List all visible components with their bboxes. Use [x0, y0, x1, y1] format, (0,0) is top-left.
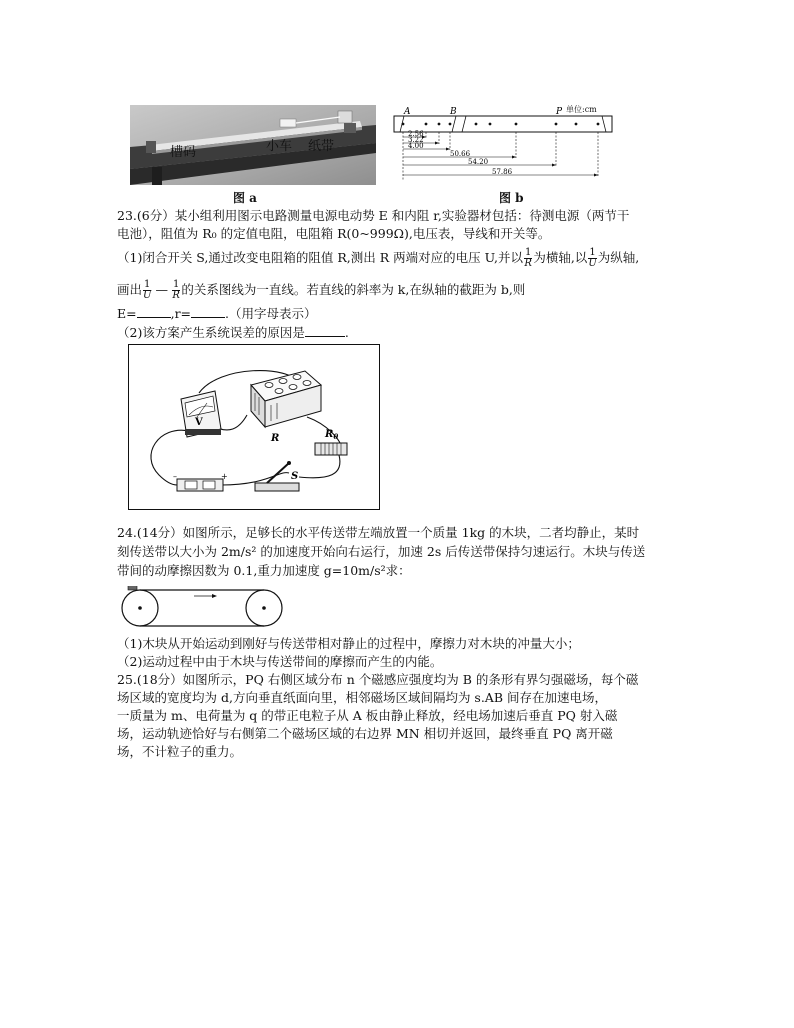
- fraction-1-over-u: $\frac{1}{U}$: [588, 247, 597, 269]
- measurement-5: 54.20: [468, 158, 489, 166]
- q23-line6: （2)该方案产生系统误差的原因是 .: [117, 325, 349, 340]
- circuit-figure: [128, 344, 380, 510]
- q25-line5: 场，不计粒子的重力。: [117, 744, 243, 759]
- q25-line1: 25.(18分）如图所示，PQ 右侧区域分布 n 个磁感应强度均为 B 的条形有界匀强磁场，每个磁: [117, 672, 639, 687]
- figure-b-tape: [392, 100, 618, 188]
- q24-line5: （2)运动过程中由于木块与传送带间的摩擦而产生的内能。: [117, 654, 443, 669]
- tape-unit: 单位:cm: [566, 105, 597, 114]
- fixed-resistor: [315, 429, 347, 455]
- q23-line6-text: （2)该方案产生系统误差的原因是: [117, 325, 305, 340]
- q23-line5: [117, 306, 317, 322]
- q23-line2: 电池），阻值为 R₀ 的定值电阻，电阻箱 R(0~999Ω),电压表，导线和开关等。: [117, 226, 551, 241]
- fraction-1-over-r-2: $\frac{1}{R}$: [172, 279, 180, 301]
- q23-line3-mid: 为横轴,以: [533, 250, 588, 265]
- measurement-6: 57.86: [492, 168, 513, 176]
- conveyor-diagram: [118, 586, 288, 630]
- q24-line2: 刻传送带以大小为 2m/s² 的加速度开始向右运行，加速 2s 后传送带保持匀速运行。木块与传送: [117, 544, 646, 559]
- q23-line4-pre: 画出: [117, 282, 143, 297]
- label-weight: 槽码: [170, 145, 197, 160]
- resistance-box: [251, 371, 321, 444]
- wire-left: [151, 430, 189, 485]
- q24-line4: （1)木块从开始运动到刚好与传送带相对静止的过程中，摩擦力对木块的冲量大小；: [117, 636, 580, 651]
- tape-point-a: A: [404, 107, 411, 117]
- q23-line1: 23.(6分）某小组利用图示电路测量电源电动势 E 和内阻 r,实验器材包括：待测电源（两节干: [117, 208, 630, 223]
- tape-point-p: P: [556, 107, 563, 117]
- measurement-4: 50.66: [450, 150, 471, 158]
- switch: [255, 461, 299, 491]
- q23-line4-post: 的关系图线为一直线。若直线的斜率为 k,在纵轴的截距为 b,则: [181, 282, 526, 297]
- fixed-resistor-label: $R_0$: [325, 429, 339, 441]
- switch-label: S: [291, 471, 299, 482]
- svg-text:+: +: [221, 472, 228, 481]
- q23-line3-pre: （1)闭合开关 S,通过改变电阻箱的阻值 R,测出 R 两端对应的电压 U,并以: [117, 250, 523, 265]
- q23-line4: [117, 278, 525, 302]
- q24-line1: 24.(14分）如图所示，足够长的水平传送带左端放置一个质量 1kg 的木块，二者均静止，某时: [117, 525, 640, 540]
- q25-line2: 场区域的宽度均为 d,方向垂直纸面向里，相邻磁场区域间隔均为 s.AB 间存在加速电场，: [117, 690, 607, 705]
- figure-a-caption: 图 a: [233, 191, 257, 205]
- q25-line3: 一质量为 m、电荷量为 q 的带正电粒子从 A 板由静止释放，经电场加速后垂直 PQ 射入磁: [117, 708, 618, 723]
- circuit-diagram: [129, 345, 379, 509]
- answer-blank-error[interactable]: [305, 325, 345, 337]
- svg-text:–: –: [173, 472, 177, 481]
- conveyor-figure: [118, 586, 288, 630]
- tape-point-b: B: [450, 107, 457, 117]
- q25-line4: 场，运动轨迹恰好与右侧第二个磁场区域的右边界 MN 相切并返回，最终垂直 PQ 离开磁: [117, 726, 613, 741]
- q23-r-label: ,r=: [170, 306, 192, 321]
- answer-blank-r[interactable]: [191, 306, 225, 318]
- figure-b-caption: 图 b: [499, 191, 524, 205]
- battery: [173, 472, 228, 491]
- q23-line3: [117, 246, 639, 270]
- fraction-1-over-u-2: $\frac{1}{U}$: [143, 279, 152, 301]
- answer-blank-e[interactable]: [137, 306, 171, 318]
- figure-a-illustration: [130, 105, 376, 185]
- q23-line5-post: .（用字母表示）: [225, 306, 317, 321]
- fraction-1-over-r: $\frac{1}{R}$: [524, 247, 532, 269]
- wire-right-2: [299, 455, 340, 478]
- measurement-2: 3.22: [408, 136, 424, 144]
- resistance-box-label: R: [271, 433, 280, 444]
- measurement-3: 4.00: [408, 142, 424, 150]
- q24-line3: 带间的动摩擦因数为 0.1,重力加速度 g=10m/s²求：: [117, 563, 411, 578]
- figure-a-photo: [130, 105, 376, 185]
- voltmeter-label: V: [195, 417, 203, 428]
- label-tape: 纸带: [308, 139, 335, 154]
- voltmeter: [181, 391, 221, 437]
- q23-line4-dash: —: [155, 282, 168, 297]
- measurement-1: 2.56: [408, 130, 424, 138]
- q23-line3-post: 为纵轴,: [597, 250, 640, 265]
- label-cart: 小车: [266, 139, 293, 154]
- q23-e-label: E=: [117, 306, 137, 321]
- wood-block: [128, 586, 137, 590]
